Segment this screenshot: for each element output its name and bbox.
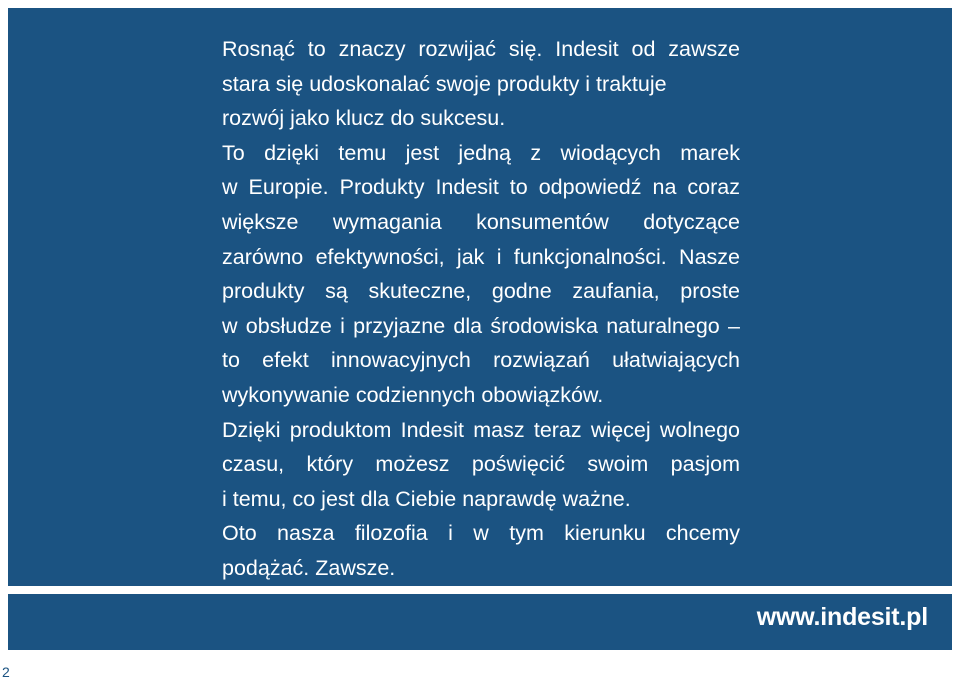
body-line: to efekt innowacyjnych rozwiązań ułatwiających [222, 348, 740, 373]
footer-band [8, 594, 952, 650]
body-line: Dzięki produktom Indesit masz teraz więcej wolnego [222, 417, 740, 442]
body-line: podążać. Zawsze. [222, 555, 396, 580]
body-paragraph [222, 32, 740, 586]
website-link[interactable]: www.indesit.pl [756, 603, 928, 631]
body-line: Oto nasza filozofia i w tym kierunku chcemy [222, 521, 740, 546]
body-line: rozwój jako klucz do sukcesu. [222, 106, 506, 131]
body-line: To dzięki temu jest jedną z wiodących marek [222, 140, 740, 165]
body-line: i temu, co jest dla Ciebie naprawdę ważne. [222, 486, 631, 511]
body-line: wykonywanie codziennych obowiązków. [222, 382, 604, 407]
body-line: w Europie. Produkty Indesit to odpowiedź na coraz [222, 175, 740, 200]
body-line: produkty są skuteczne, godne zaufania, proste [222, 279, 740, 304]
body-line: w obsłudze i przyjazne dla środowiska naturalnego – [222, 313, 740, 338]
page-number: 2 [2, 664, 10, 680]
body-line: stara się udoskonalać swoje produkty i traktuje [222, 71, 667, 96]
body-line: Rosnąć to znaczy rozwijać się. Indesit od zawsze [222, 37, 740, 61]
body-line: zarówno efektywności, jak i funkcjonalności. Nasze [222, 244, 740, 269]
body-line: większe wymagania konsumentów dotyczące [222, 209, 740, 234]
body-line: czasu, który możesz poświęcić swoim pasjom [222, 452, 740, 477]
